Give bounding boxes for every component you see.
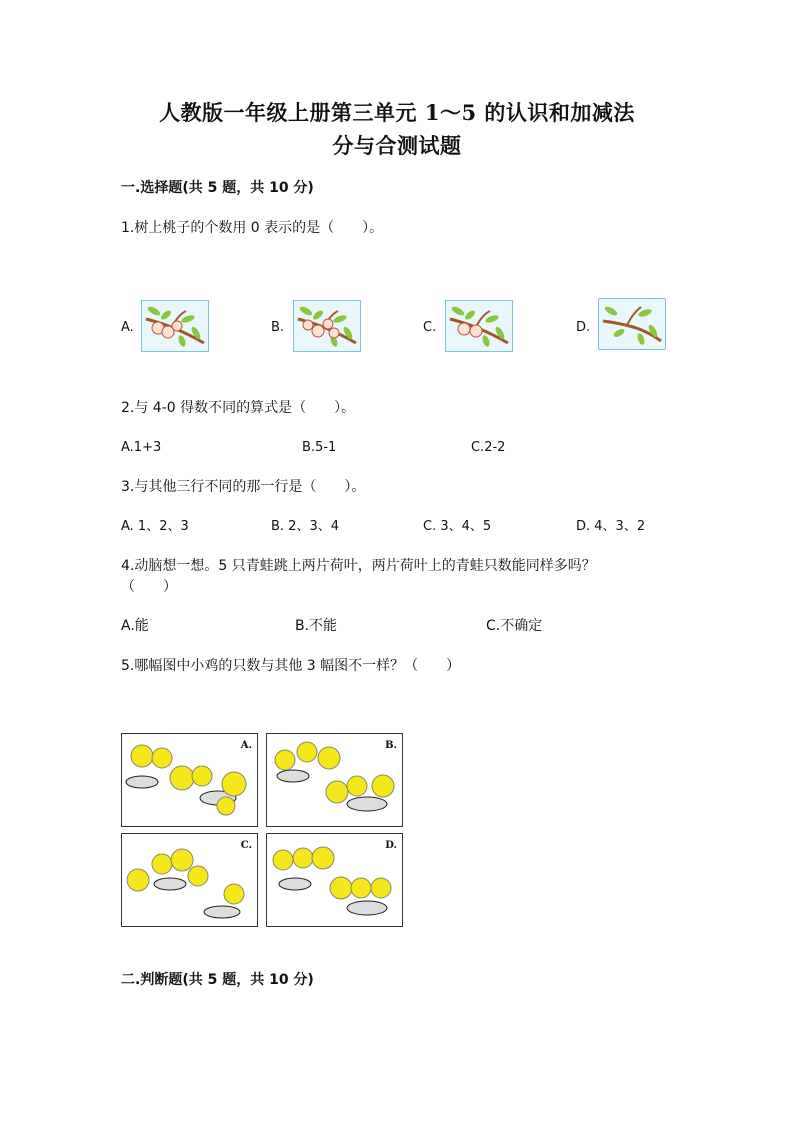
q5-panel-a-chicks-image: [122, 734, 257, 826]
page-subtitle: 分与合测试题: [332, 133, 462, 158]
section-heading-judgement: 二.判断题(共 5 题，共 10 分): [121, 972, 314, 988]
question-2-stem: 2.与 4-0 得数不同的算式是（ ）。: [121, 400, 356, 416]
q5-panel-d-chicks-image: [267, 834, 402, 926]
q1-option-a-peach-branch-image: [141, 300, 209, 352]
q3-option-c: C. 3、4、5: [423, 519, 492, 534]
q3-option-d: D. 4、3、2: [576, 519, 646, 534]
q5-panel-d: [266, 833, 403, 927]
q4-option-a: A.能: [121, 618, 149, 634]
q3-option-b: B. 2、3、4: [271, 519, 339, 534]
q4-option-b: B.不能: [295, 618, 338, 634]
q1-option-d-label: D.: [576, 320, 591, 335]
q1-option-d-empty-branch-image: [598, 298, 666, 350]
q5-panel-c: [121, 833, 258, 927]
question-1-stem: 1.树上桃子的个数用 0 表示的是（ ）。: [121, 220, 384, 236]
q5-panel-d-letter: D.: [385, 840, 397, 851]
q5-chick-picture-grid: [121, 733, 403, 927]
q2-option-a: A.1+3: [121, 440, 162, 455]
q5-panel-a: [121, 733, 258, 827]
q1-option-b-peach-branch-image: [293, 300, 361, 352]
q5-panel-b-chicks-image: [267, 734, 402, 826]
q5-panel-a-letter: A.: [240, 740, 252, 751]
q1-option-b-label: B.: [271, 320, 285, 335]
q4-option-c: C.不确定: [486, 618, 543, 634]
question-4-stem-line2: （ ）: [121, 579, 177, 595]
page-title: 人教版一年级上册第三单元 1～5 的认识和加减法: [159, 100, 635, 125]
q5-panel-b: [266, 733, 403, 827]
q5-panel-c-chicks-image: [122, 834, 257, 926]
q1-option-c-peach-branch-image: [445, 300, 513, 352]
q1-option-c-label: C.: [423, 320, 437, 335]
q2-option-b: B.5-1: [302, 440, 337, 455]
q3-option-a: A. 1、2、3: [121, 519, 189, 534]
question-5-stem: 5.哪幅图中小鸡的只数与其他 3 幅图不一样？（ ）: [121, 658, 461, 674]
question-3-stem: 3.与其他三行不同的那一行是（ ）。: [121, 479, 366, 495]
q1-option-a-label: A.: [121, 320, 134, 335]
q2-option-c: C.2-2: [471, 440, 506, 455]
section-heading-choice: 一.选择题(共 5 题，共 10 分): [121, 180, 314, 196]
q5-panel-b-letter: B.: [385, 740, 397, 751]
q5-panel-c-letter: C.: [240, 840, 252, 851]
question-4-stem-line1: 4.动脑想一想。5 只青蛙跳上两片荷叶，两片荷叶上的青蛙只数能同样多吗？: [121, 558, 596, 574]
